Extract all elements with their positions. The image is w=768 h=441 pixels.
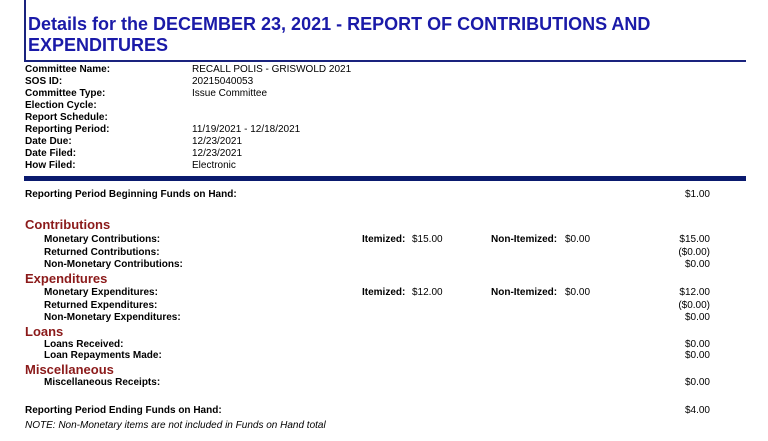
info-value: 11/19/2021 - 12/18/2021	[192, 124, 301, 135]
info-value: RECALL POLIS - GRISWOLD 2021	[192, 64, 352, 75]
non-itemized-label: Non-Itemized:	[491, 287, 558, 298]
row-amount: $15.00	[679, 234, 710, 245]
itemized-label: Itemized:	[362, 234, 406, 245]
page-title: Details for the DECEMBER 23, 2021 - REPORT OF CONTRIBUTIONS AND EXPENDITURES	[28, 14, 651, 55]
row-amount: ($0.00)	[678, 247, 710, 258]
row-label-loan-repayments: Loan Repayments Made:	[44, 350, 162, 361]
row-label-returned-contributions: Returned Contributions:	[44, 247, 160, 258]
itemized-value: $15.00	[412, 234, 443, 245]
info-label: How Filed:	[25, 160, 76, 171]
row-label-non-monetary-contributions: Non-Monetary Contributions:	[44, 259, 183, 270]
row-amount: $12.00	[679, 287, 710, 298]
row-label-returned-expenditures: Returned Expenditures:	[44, 300, 158, 311]
info-label: Election Cycle:	[25, 100, 97, 111]
info-value: 12/23/2021	[192, 136, 243, 147]
row-label-loans-received: Loans Received:	[44, 339, 124, 350]
row-label-miscellaneous-receipts: Miscellaneous Receipts:	[44, 377, 161, 388]
row-amount: $0.00	[684, 350, 710, 361]
beginning-funds-label: Reporting Period Beginning Funds on Hand:	[25, 189, 237, 200]
non-itemized-label: Non-Itemized:	[491, 234, 558, 245]
section-heading-contributions: Contributions	[25, 217, 111, 232]
beginning-funds-amount: $1.00	[684, 189, 710, 200]
row-label-monetary-contributions: Monetary Contributions:	[44, 234, 161, 245]
info-label: Date Filed:	[25, 148, 77, 159]
ending-funds-label: Reporting Period Ending Funds on Hand:	[25, 405, 222, 416]
title-block	[24, 0, 748, 61]
info-value: 12/23/2021	[192, 148, 243, 159]
row-label-monetary-expenditures: Monetary Expenditures:	[44, 287, 158, 298]
info-label: Report Schedule:	[25, 112, 108, 123]
footnote: NOTE: Non-Monetary items are not included in Funds on Hand total	[25, 420, 326, 431]
section-heading-miscellaneous: Miscellaneous	[25, 362, 114, 377]
row-amount: $0.00	[684, 312, 710, 323]
info-value: Electronic	[192, 160, 236, 171]
row-label-non-monetary-expenditures: Non-Monetary Expenditures:	[44, 312, 181, 323]
info-label: Committee Name:	[25, 64, 111, 75]
row-amount: ($0.00)	[678, 300, 710, 311]
row-amount: $0.00	[684, 339, 710, 350]
info-label: Date Due:	[25, 136, 72, 147]
section-heading-loans: Loans	[25, 324, 64, 339]
info-label: Committee Type:	[25, 88, 106, 99]
itemized-value: $12.00	[412, 287, 443, 298]
non-itemized-value: $0.00	[565, 287, 591, 298]
itemized-label: Itemized:	[362, 287, 406, 298]
summary-divider	[24, 176, 746, 181]
info-value: Issue Committee	[192, 88, 268, 99]
row-amount: $0.00	[684, 377, 710, 388]
non-itemized-value: $0.00	[565, 234, 591, 245]
info-label: Reporting Period:	[25, 124, 110, 135]
row-amount: $0.00	[684, 259, 710, 270]
info-value: 20215040053	[192, 76, 254, 87]
title-divider	[24, 60, 746, 62]
section-heading-expenditures: Expenditures	[25, 271, 108, 286]
ending-funds-amount: $4.00	[684, 405, 710, 416]
info-label: SOS ID:	[25, 76, 63, 87]
